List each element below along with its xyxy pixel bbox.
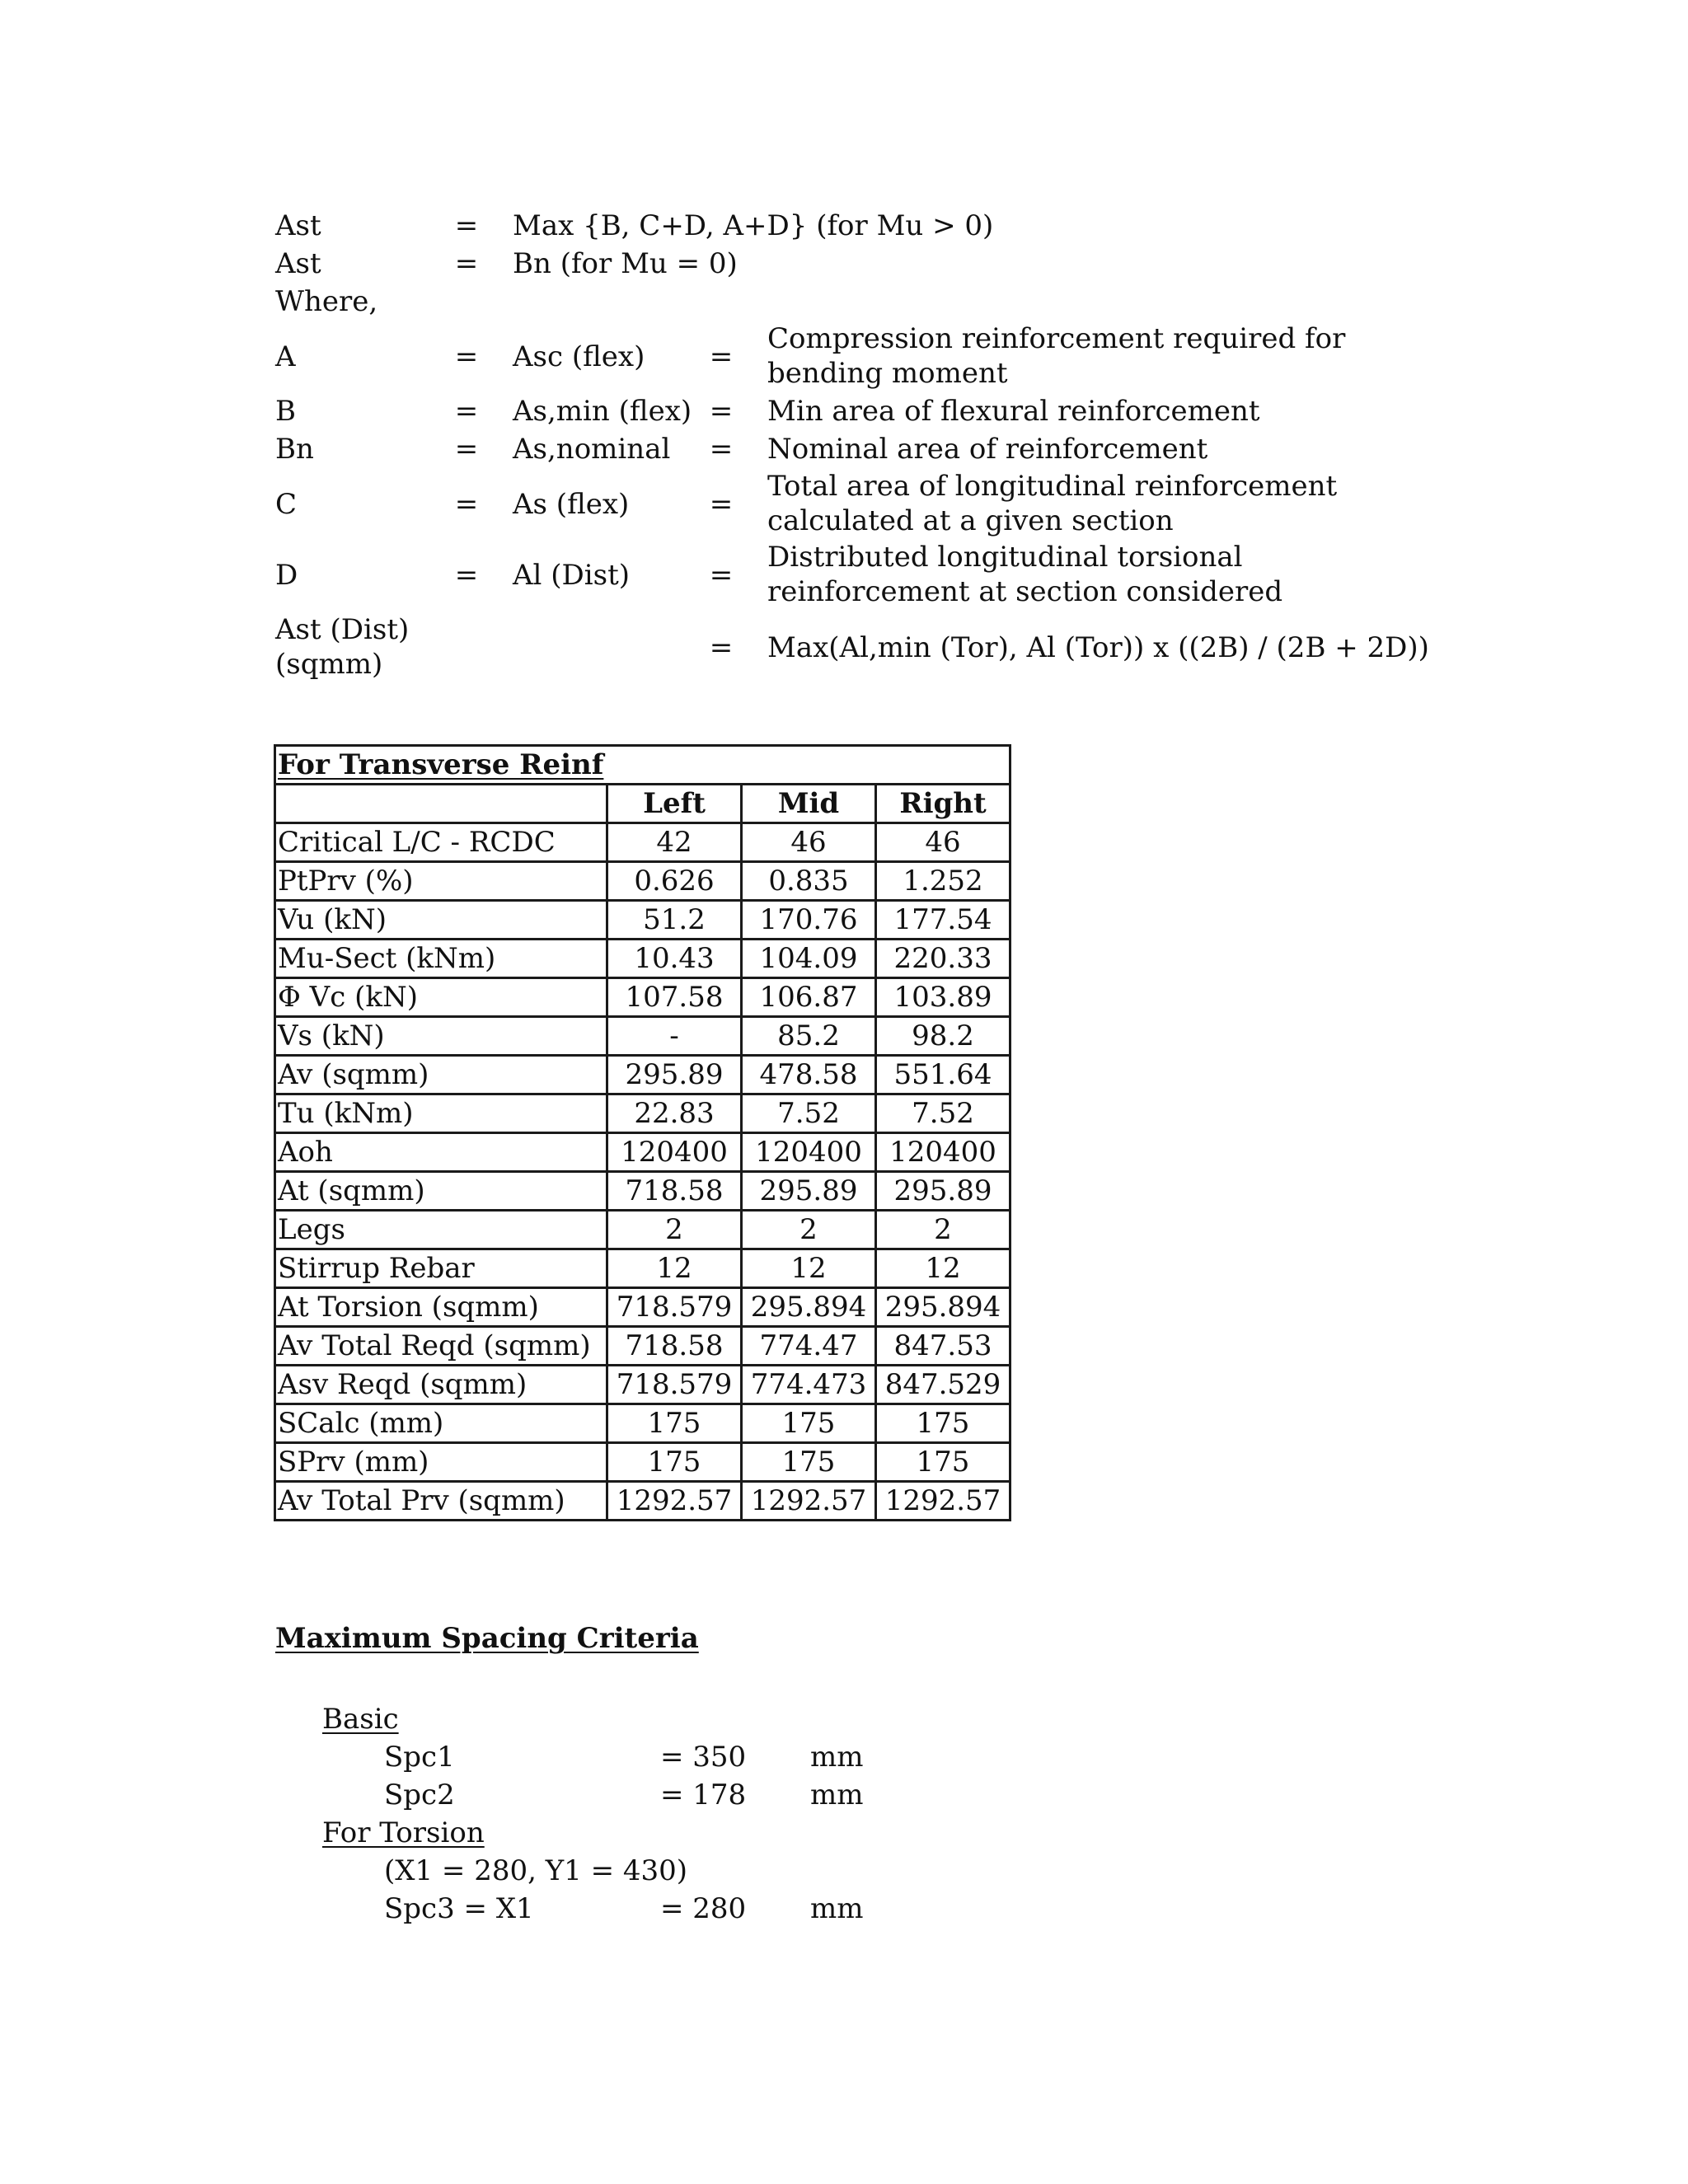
table-header-empty [275,785,607,823]
definition-equals: = [709,433,734,466]
table-row [275,1056,1010,1094]
table-cell-left: 718.579 [607,1366,742,1404]
table-cell-right: 177.54 [876,901,1010,940]
table-cell-right: 2 [876,1211,1010,1249]
definition-name: As (flex) [513,488,630,521]
ast-dist-formula: Max(Al,min (Tor), Al (Tor)) x ((2B) / (2B + 2D)) [767,631,1429,664]
row-label: Av Total Reqd (sqmm) [275,1327,607,1366]
definition-name: Al (Dist) [513,559,631,592]
table-cell-mid: 120400 [742,1133,876,1172]
formula-ast-equals: = [454,247,479,280]
table-cell-right: 847.529 [876,1366,1010,1404]
formula-ast-lhs: Ast [275,247,321,280]
row-label: Asv Reqd (sqmm) [275,1366,607,1404]
definition-description: Min area of flexural reinforcement [767,395,1260,428]
table-cell-right: 175 [876,1404,1010,1443]
table-cell-mid: 106.87 [742,978,876,1017]
table-cell-right: 7.52 [876,1094,1010,1133]
spacing-torsion-label: For Torsion [322,1816,485,1849]
spacing-heading: Maximum Spacing Criteria [275,1622,699,1655]
table-cell-left: 42 [607,823,742,862]
definition-name: As,min (flex) [513,395,692,428]
row-label: Stirrup Rebar [275,1249,607,1288]
ast-dist-label: Ast (Dist) [275,613,410,646]
table-cell-left: - [607,1017,742,1056]
table-row [275,823,1010,862]
table-row [275,1172,1010,1211]
column-header-left: Left [607,785,742,823]
row-label: Av (sqmm) [275,1056,607,1094]
definition-equals: = [709,488,734,521]
row-label: Vs (kN) [275,1017,607,1056]
table-cell-left: 107.58 [607,978,742,1017]
spacing-torsion-note: (X1 = 280, Y1 = 430) [384,1854,688,1887]
row-label: At (sqmm) [275,1172,607,1211]
definition-symbol: D [275,559,298,592]
table-row [275,862,1010,901]
row-label: Vu (kN) [275,901,607,940]
table-header-row [275,785,1010,823]
table-cell-left: 10.43 [607,940,742,978]
table-row [275,1404,1010,1443]
formula-ast-equals: = [454,209,479,242]
definition-symbol: B [275,395,296,428]
table-cell-mid: 774.473 [742,1366,876,1404]
table-cell-mid: 0.835 [742,862,876,901]
table-cell-right: 220.33 [876,940,1010,978]
definition-description: Compression reinforcement required for bending moment [767,322,1346,390]
definition-equals: = [454,340,479,373]
table-cell-left: 718.58 [607,1172,742,1211]
ast-dist-unit-label: (sqmm) [275,648,383,681]
row-label: SCalc (mm) [275,1404,607,1443]
definition-symbol: Bn [275,433,314,466]
table-title-text: For Transverse Reinf [278,748,604,781]
definition-description: Total area of longitudinal reinforcement calculated at a given section [767,470,1338,537]
table-body [275,823,1010,1521]
table-row [275,1482,1010,1521]
spacing-item-name: Spc2 [384,1779,455,1811]
table-cell-mid: 295.89 [742,1172,876,1211]
spacing-item-unit: mm [810,1892,864,1925]
row-label: Mu-Sect (kNm) [275,940,607,978]
table-cell-left: 0.626 [607,862,742,901]
formula-ast-rhs: Max {B, C+D, A+D} (for Mu > 0) [513,209,994,242]
table-cell-mid: 85.2 [742,1017,876,1056]
table-cell-mid: 295.894 [742,1288,876,1327]
table-cell-right: 295.894 [876,1288,1010,1327]
definition-equals: = [709,559,734,592]
table-row [275,1443,1010,1482]
table-cell-mid: 104.09 [742,940,876,978]
definition-symbol: C [275,488,298,521]
table-cell-mid: 7.52 [742,1094,876,1133]
definition-description: Distributed longitudinal torsional reinforcement at section considered [767,541,1283,608]
table-cell-right: 847.53 [876,1327,1010,1366]
definition-equals: = [454,488,479,521]
transverse-reinf-table [274,744,1011,1521]
table-title-row [275,746,1010,785]
row-label: At Torsion (sqmm) [275,1288,607,1327]
row-label: Legs [275,1211,607,1249]
table-cell-mid: 175 [742,1404,876,1443]
table-cell-mid: 774.47 [742,1327,876,1366]
table-row [275,1327,1010,1366]
table-row [275,1249,1010,1288]
table-cell-right: 1.252 [876,862,1010,901]
table-row [275,1094,1010,1133]
ast-dist-equals: = [709,631,734,664]
row-label: Critical L/C - RCDC [275,823,607,862]
row-label: SPrv (mm) [275,1443,607,1482]
table-row [275,1133,1010,1172]
definition-equals: = [454,395,479,428]
table-cell-left: 295.89 [607,1056,742,1094]
spacing-item-unit: mm [810,1779,864,1811]
table-cell-left: 2 [607,1211,742,1249]
table-cell-right: 175 [876,1443,1010,1482]
formula-ast-rhs: Bn (for Mu = 0) [513,247,738,280]
row-label: Tu (kNm) [275,1094,607,1133]
spacing-basic-label: Basic [322,1703,399,1736]
table-cell-left: 22.83 [607,1094,742,1133]
table-cell-right: 12 [876,1249,1010,1288]
table-row [275,901,1010,940]
column-header-right: Right [876,785,1010,823]
table-cell-right: 295.89 [876,1172,1010,1211]
definition-equals: = [454,559,479,592]
table-cell-left: 120400 [607,1133,742,1172]
table-cell-mid: 46 [742,823,876,862]
spacing-item-value: = 178 [660,1779,747,1811]
definition-name: As,nominal [513,433,671,466]
table-cell-mid: 175 [742,1443,876,1482]
table-row [275,1017,1010,1056]
definition-equals: = [709,340,734,373]
table-cell-right: 103.89 [876,978,1010,1017]
definition-symbol: A [275,340,296,373]
table-row [275,1288,1010,1327]
table-row [275,940,1010,978]
table-row [275,1211,1010,1249]
row-label: Φ Vc (kN) [275,978,607,1017]
column-header-mid: Mid [742,785,876,823]
table-cell-right: 1292.57 [876,1482,1010,1521]
table-cell-right: 46 [876,823,1010,862]
definition-equals: = [454,433,479,466]
table-cell-left: 175 [607,1404,742,1443]
definition-description: Nominal area of reinforcement [767,433,1208,466]
spacing-item-value: = 280 [660,1892,747,1925]
row-label: Av Total Prv (sqmm) [275,1482,607,1521]
row-label: Aoh [275,1133,607,1172]
table-cell-mid: 2 [742,1211,876,1249]
table-cell-mid: 12 [742,1249,876,1288]
table-cell-left: 12 [607,1249,742,1288]
table-cell-left: 718.579 [607,1288,742,1327]
table-cell-right: 98.2 [876,1017,1010,1056]
table-row [275,978,1010,1017]
table-cell-mid: 478.58 [742,1056,876,1094]
row-label: PtPrv (%) [275,862,607,901]
table-cell-right: 551.64 [876,1056,1010,1094]
spacing-item-value: = 350 [660,1741,747,1774]
spacing-item-name: Spc1 [384,1741,455,1774]
table-cell-left: 718.58 [607,1327,742,1366]
table-row [275,1366,1010,1404]
table-cell-mid: 170.76 [742,901,876,940]
table-title [275,746,1010,785]
definition-equals: = [709,395,734,428]
spacing-item-name: Spc3 = X1 [384,1892,534,1925]
table-cell-right: 120400 [876,1133,1010,1172]
table-cell-left: 175 [607,1443,742,1482]
table-cell-left: 1292.57 [607,1482,742,1521]
formula-ast-lhs: Ast [275,209,321,242]
spacing-item-unit: mm [810,1741,864,1774]
table-cell-left: 51.2 [607,901,742,940]
definition-name: Asc (flex) [513,340,645,373]
where-label: Where, [275,285,378,318]
table-cell-mid: 1292.57 [742,1482,876,1521]
